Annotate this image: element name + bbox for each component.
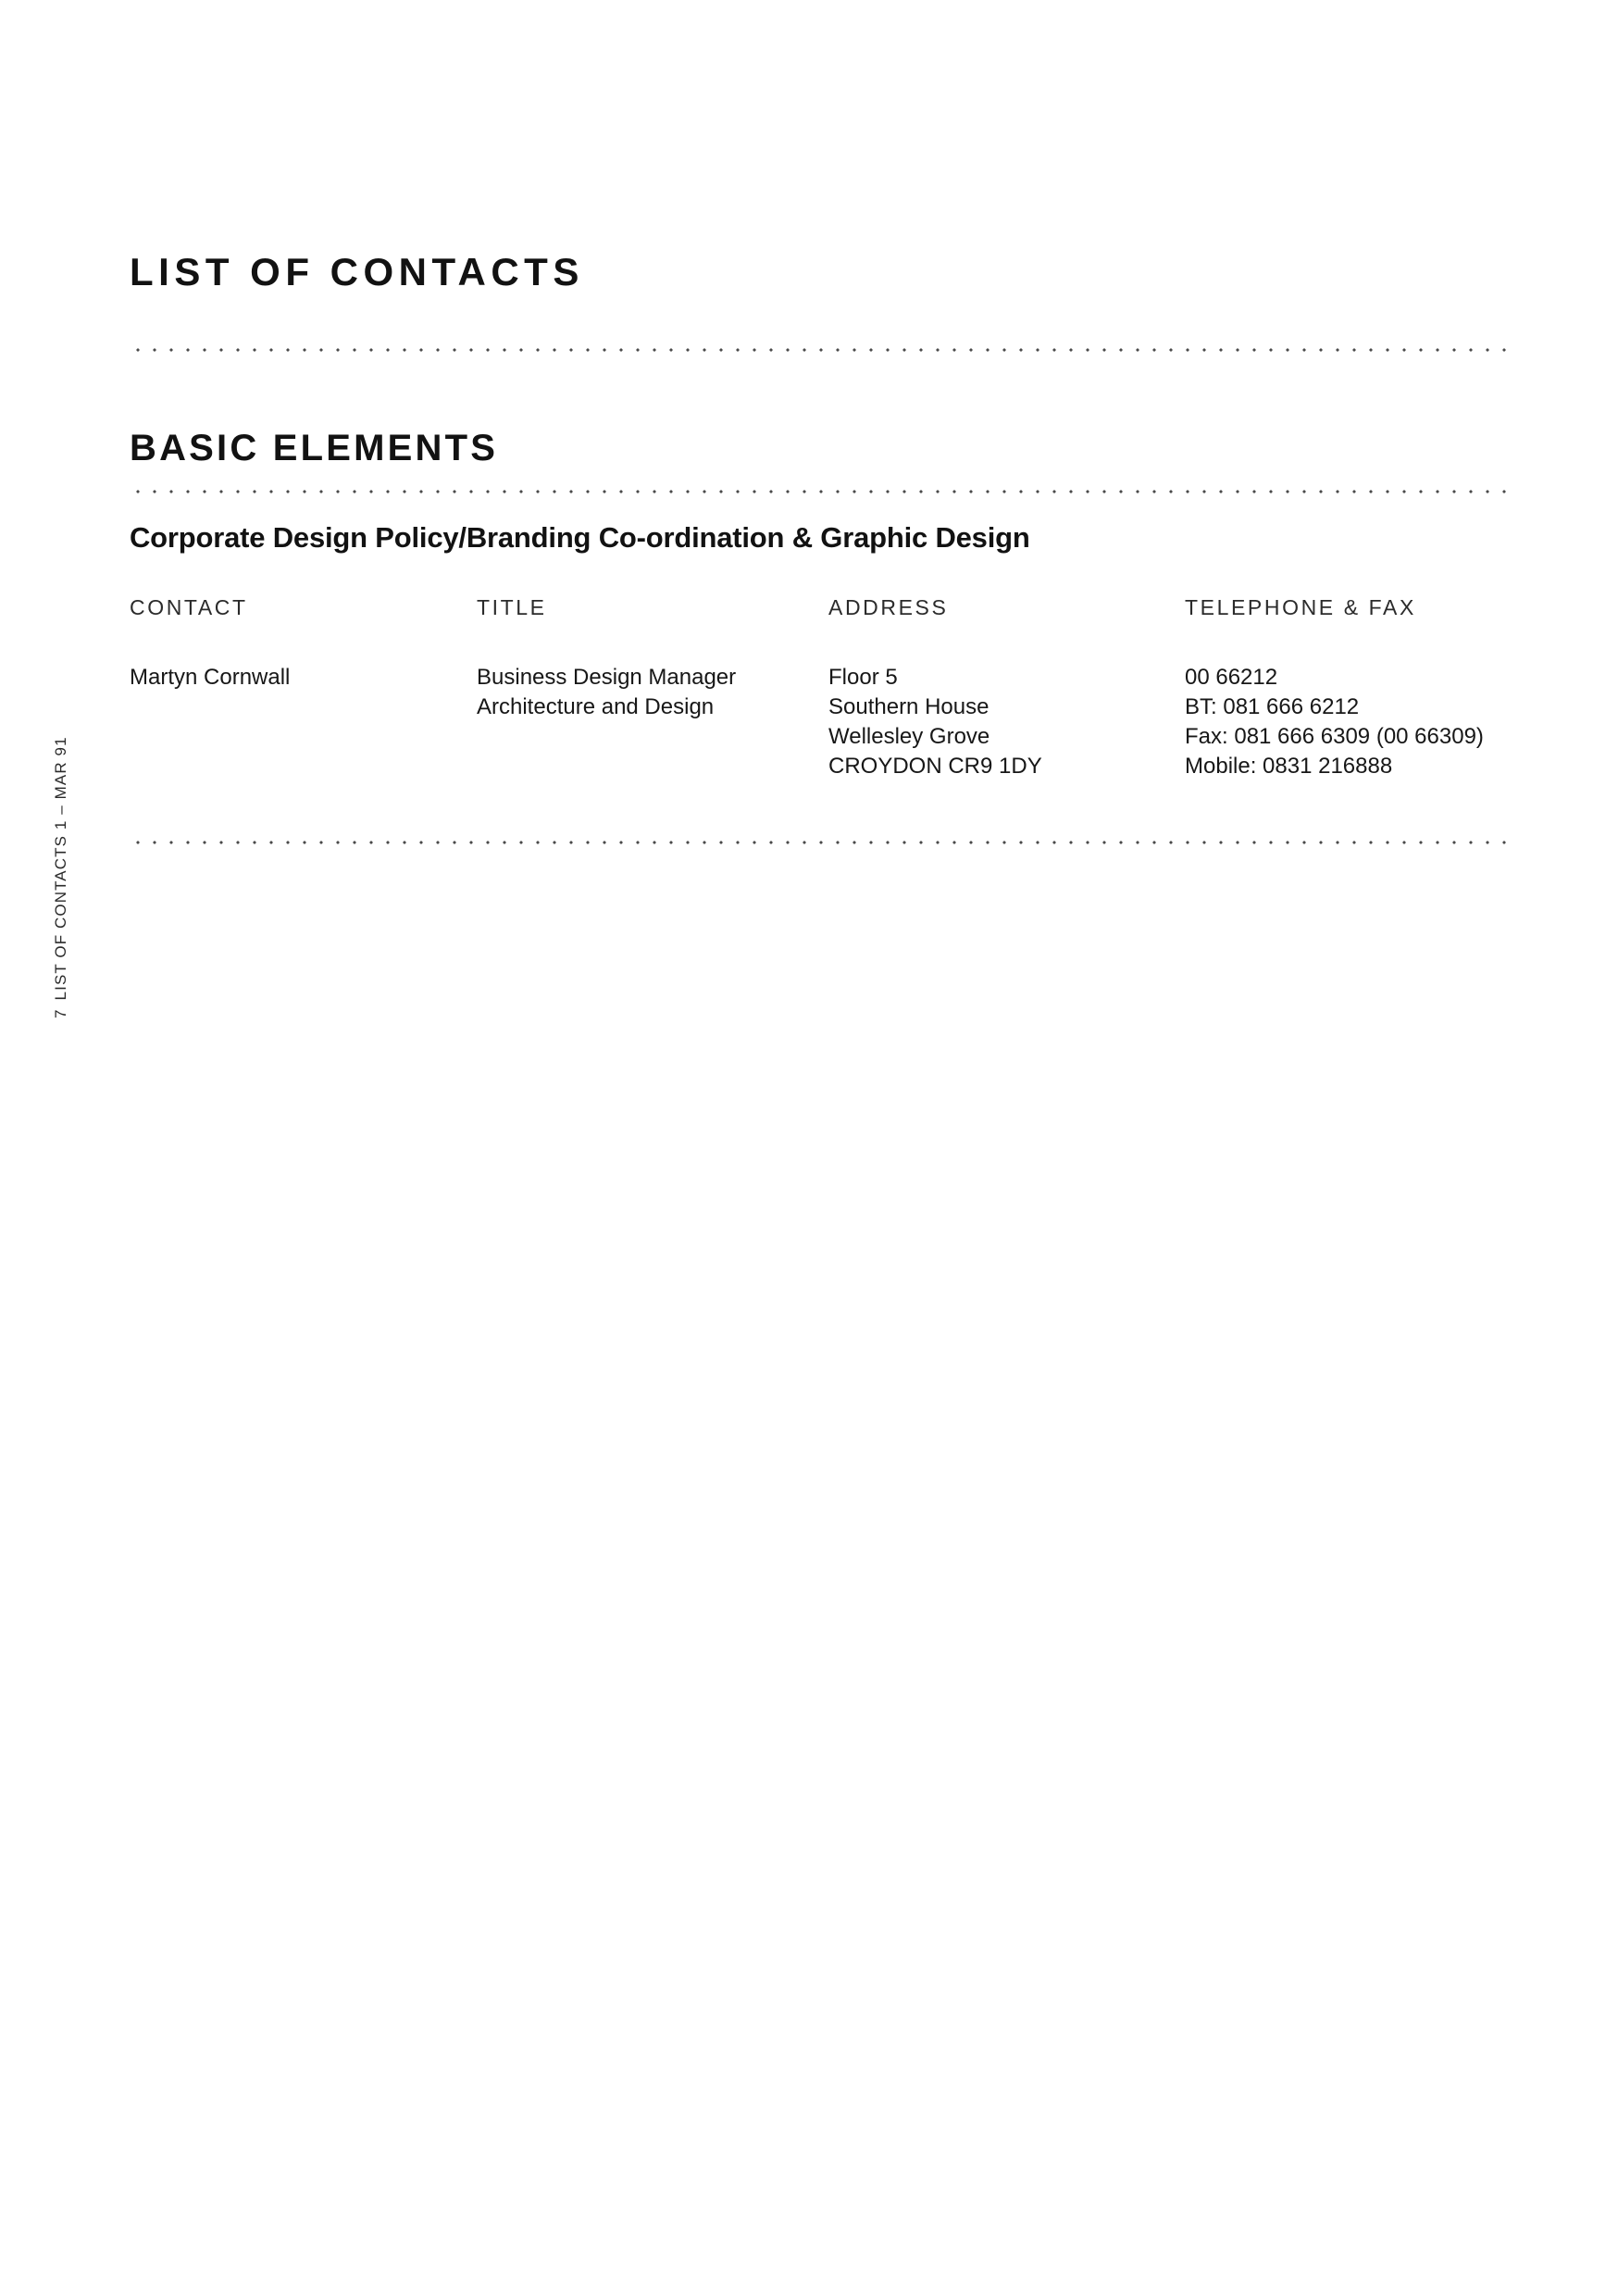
address-line-4: CROYDON CR9 1DY [828,753,1042,779]
dotted-rule-top [130,348,1509,352]
content-column [130,250,1537,844]
page-number: 7 [52,1008,69,1018]
page-margin-label-text: LIST OF CONTACTS 1 – MAR 91 [52,736,69,1001]
cell-address [828,663,1185,781]
address-line-2: Southern House [828,693,989,719]
contact-name: Martyn Cornwall [130,665,291,690]
contacts-table [130,595,1509,781]
column-header-telephone: TELEPHONE & FAX [1185,595,1416,619]
telephone-line-3: Fax: 081 666 6309 (00 66309) [1185,723,1484,749]
dotted-rule-bottom [130,841,1509,844]
table-row [130,663,1509,781]
page-margin-label [52,736,70,1018]
column-header-title: TITLE [477,595,547,619]
subsection-heading: Corporate Design Policy/Branding Co-ordination & Graphic Design [130,521,1030,554]
telephone-line-2: BT: 081 666 6212 [1185,693,1360,719]
column-header-address: ADDRESS [828,595,949,619]
address-line-3: Wellesley Grove [828,723,990,749]
telephone-line-1: 00 66212 [1185,665,1278,690]
title-line-1: Business Design Manager [477,665,737,690]
column-header-contact: CONTACT [130,595,248,619]
cell-telephone [1185,663,1509,781]
page-title: LIST OF CONTACTS [130,250,584,293]
table-header-row [130,595,1509,663]
section-heading: BASIC ELEMENTS [130,428,499,468]
telephone-line-4: Mobile: 0831 216888 [1185,753,1393,779]
dotted-rule-middle [130,490,1509,493]
cell-contact [130,663,477,781]
title-line-2: Architecture and Design [477,693,715,719]
address-line-1: Floor 5 [828,665,898,690]
cell-title [477,663,828,781]
